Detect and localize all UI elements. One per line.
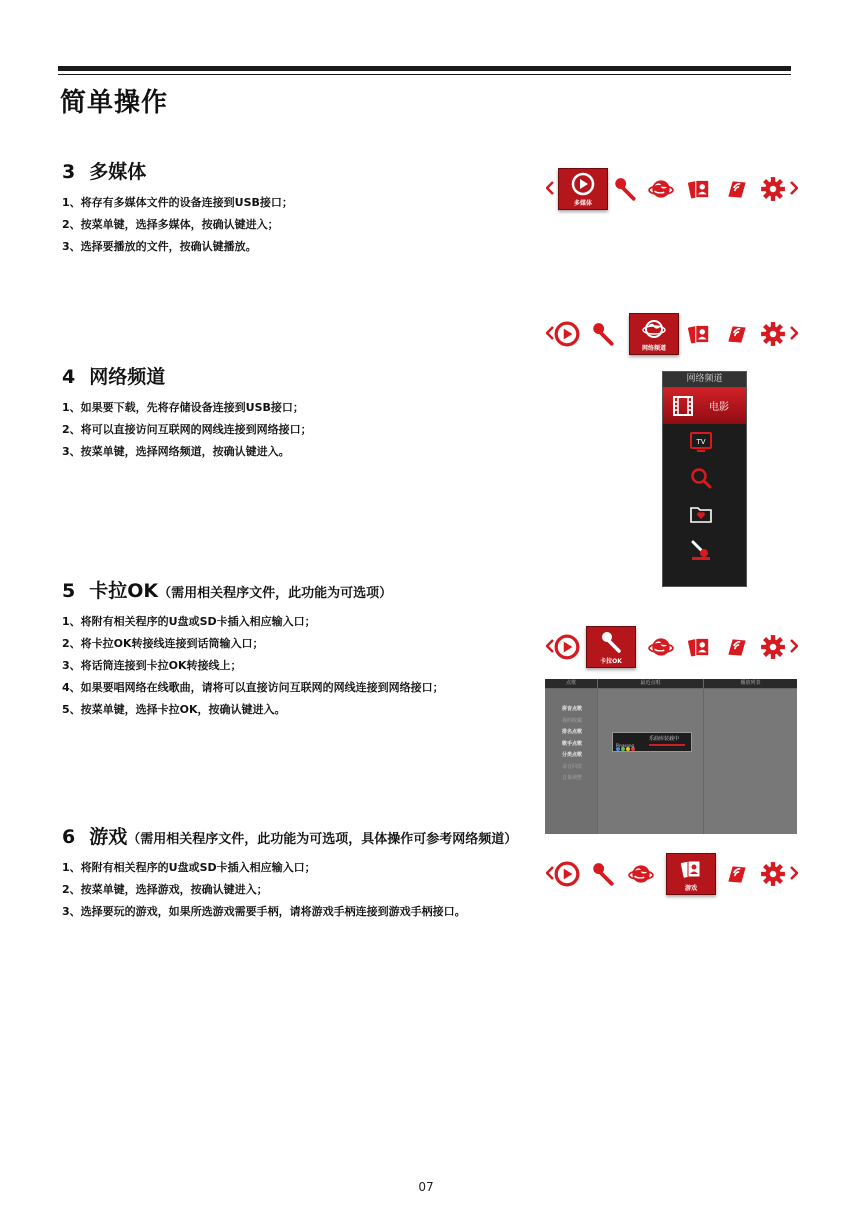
panel-item-favorites[interactable]	[663, 496, 746, 532]
karaoke-screen	[545, 679, 797, 834]
section-number: 5	[62, 580, 76, 602]
step-item: 2、将可以直接访问互联网的网线连接到网络接口；	[62, 423, 312, 436]
section-heading	[62, 362, 312, 389]
menu-item-multimedia[interactable]	[558, 168, 608, 210]
step-item: 1、将存有多媒体文件的设备连接到USB接口；	[62, 196, 293, 209]
menu-item-game[interactable]	[666, 853, 716, 895]
page-number: 07	[418, 1180, 434, 1194]
phone-icon[interactable]	[724, 176, 750, 202]
section-note: （需用相关程序文件，此功能为可选项）	[158, 586, 393, 601]
wrench-icon	[689, 538, 713, 562]
karaoke-menu-item[interactable]: 歌手点歌	[562, 740, 583, 747]
panel-item-settings[interactable]	[663, 532, 746, 568]
arrow-left-icon[interactable]	[546, 639, 554, 653]
karaoke-menu-item[interactable]: 拼音点歌	[562, 706, 583, 712]
step-item: 3、将话筒连接到卡拉OK转接线上；	[62, 659, 242, 672]
play-icon	[571, 172, 595, 196]
play-icon[interactable]	[554, 321, 580, 347]
gear-icon[interactable]	[760, 176, 786, 202]
karaoke-status-text: 乐曲库装载中	[649, 736, 680, 742]
karaoke-menu-item[interactable]: 我的收藏	[562, 717, 583, 724]
karaoke-header	[545, 679, 797, 688]
microphone-icon[interactable]	[612, 176, 638, 202]
gear-icon[interactable]	[760, 321, 786, 347]
globe-icon[interactable]	[648, 634, 674, 660]
arrow-left-icon[interactable]	[546, 326, 554, 340]
menu-bar-network	[546, 313, 798, 353]
menu-item-label: 网络频道	[641, 345, 666, 352]
menu-item-label: 多媒体	[573, 200, 592, 207]
phone-icon[interactable]	[724, 861, 750, 887]
section-heading	[62, 157, 293, 184]
step-item: 4、如果要唱网络在线歌曲，请将可以直接访问互联网的网线连接到网络接口；	[62, 681, 444, 694]
panel-title: 网络频道	[663, 372, 746, 388]
search-icon	[689, 466, 713, 490]
menu-item-label: 卡拉OK	[600, 658, 622, 665]
section-number: 3	[62, 161, 76, 183]
phone-icon[interactable]	[724, 321, 750, 347]
gear-icon[interactable]	[760, 634, 786, 660]
karaoke-loading-box	[612, 732, 692, 752]
cards-icon[interactable]	[686, 634, 712, 660]
arrow-left-icon[interactable]	[546, 866, 554, 880]
section-multimedia	[62, 157, 293, 258]
karaoke-menu-list	[562, 704, 582, 785]
panel-item-tv[interactable]	[663, 424, 746, 460]
menu-bar-multimedia	[546, 168, 798, 208]
step-item: 3、选择要玩的游戏，如果所选游戏需要手柄，请将游戏手柄连接到游戏手柄接口。	[62, 905, 466, 918]
tv-icon	[689, 430, 713, 454]
section-title: 网络频道	[89, 366, 166, 388]
menu-item-network[interactable]	[629, 313, 679, 355]
cards-icon[interactable]	[686, 321, 712, 347]
arrow-right-icon[interactable]	[790, 866, 798, 880]
step-item: 3、按菜单键，选择网络频道，按确认键进入。	[62, 445, 290, 458]
step-item: 1、将附有相关程序的U盘或SD卡插入相应输入口；	[62, 615, 316, 628]
svg-text:TV: TV	[696, 438, 706, 446]
network-channel-panel	[662, 371, 747, 587]
panel-item-movie[interactable]	[663, 388, 746, 424]
top-rule-thick	[58, 66, 791, 71]
menu-item-label: 游戏	[684, 885, 697, 892]
globe-icon[interactable]	[628, 861, 654, 887]
karaoke-tab-recent[interactable]: 最近点唱	[598, 679, 703, 688]
karaoke-menu-item[interactable]: 录音回放	[562, 763, 583, 770]
step-item: 3、选择要播放的文件，按确认键播放。	[62, 240, 257, 253]
cards-icon[interactable]	[686, 176, 712, 202]
step-item: 2、将卡拉OK转接线连接到话筒输入口；	[62, 637, 264, 650]
globe-icon[interactable]	[648, 176, 674, 202]
arrow-right-icon[interactable]	[790, 326, 798, 340]
section-title: 卡拉OK	[89, 580, 159, 602]
section-network	[62, 362, 312, 463]
globe-icon	[642, 317, 666, 341]
section-title: 游戏	[89, 826, 128, 848]
step-item: 1、将附有相关程序的U盘或SD卡插入相应输入口；	[62, 861, 316, 874]
section-note: （需用相关程序文件，此功能为可选项，具体操作可参考网络频道）	[127, 832, 518, 847]
section-number: 6	[62, 826, 76, 848]
menu-bar-karaoke	[546, 626, 798, 666]
section-number: 4	[62, 366, 76, 388]
play-icon[interactable]	[554, 634, 580, 660]
section-karaoke	[62, 576, 444, 721]
arrow-right-icon[interactable]	[790, 639, 798, 653]
section-game	[62, 822, 517, 923]
step-item: 2、按菜单键，选择多媒体，按确认键进入；	[62, 218, 279, 231]
karaoke-menu-item[interactable]: 排名点歌	[562, 729, 583, 735]
step-list	[62, 611, 444, 721]
karaoke-tab-playlist[interactable]: 播放列表	[704, 679, 797, 688]
karaoke-logo-text: Pinasong	[616, 743, 635, 748]
play-icon[interactable]	[554, 861, 580, 887]
microphone-icon[interactable]	[590, 861, 616, 887]
karaoke-column-recent	[598, 689, 703, 834]
step-item: 5、按菜单键，选择卡拉OK，按确认键进入。	[62, 703, 286, 716]
cards-icon	[679, 857, 703, 881]
menu-item-karaoke[interactable]	[586, 626, 636, 668]
film-icon	[671, 394, 695, 418]
karaoke-tab-song[interactable]: 点歌	[545, 679, 597, 688]
panel-item-search[interactable]	[663, 460, 746, 496]
step-item: 1、如果要下载，先将存储设备连接到USB接口；	[62, 401, 304, 414]
section-title: 多媒体	[89, 161, 147, 183]
step-list	[62, 397, 312, 463]
panel-item-label: 电影	[709, 402, 729, 413]
step-list	[62, 857, 517, 923]
step-list	[62, 192, 293, 258]
microphone-icon[interactable]	[590, 321, 616, 347]
gear-icon[interactable]	[760, 861, 786, 887]
phone-icon[interactable]	[724, 634, 750, 660]
microphone-icon	[599, 630, 623, 654]
karaoke-menu-item[interactable]: 音量调整	[562, 775, 583, 781]
karaoke-menu-item[interactable]: 分类点歌	[562, 752, 583, 758]
arrow-right-icon[interactable]	[790, 181, 798, 195]
section-heading	[62, 576, 444, 603]
section-heading	[62, 822, 517, 849]
menu-bar-game	[546, 853, 798, 893]
arrow-left-icon[interactable]	[546, 181, 554, 195]
folder-heart-icon	[689, 502, 713, 526]
step-item: 2、按菜单键，选择游戏，按确认键进入；	[62, 883, 268, 896]
karaoke-column-playlist	[704, 689, 797, 834]
top-rule-thin	[58, 74, 791, 75]
page-title: 简单操作	[60, 88, 169, 118]
karaoke-progress-bar	[649, 744, 685, 746]
